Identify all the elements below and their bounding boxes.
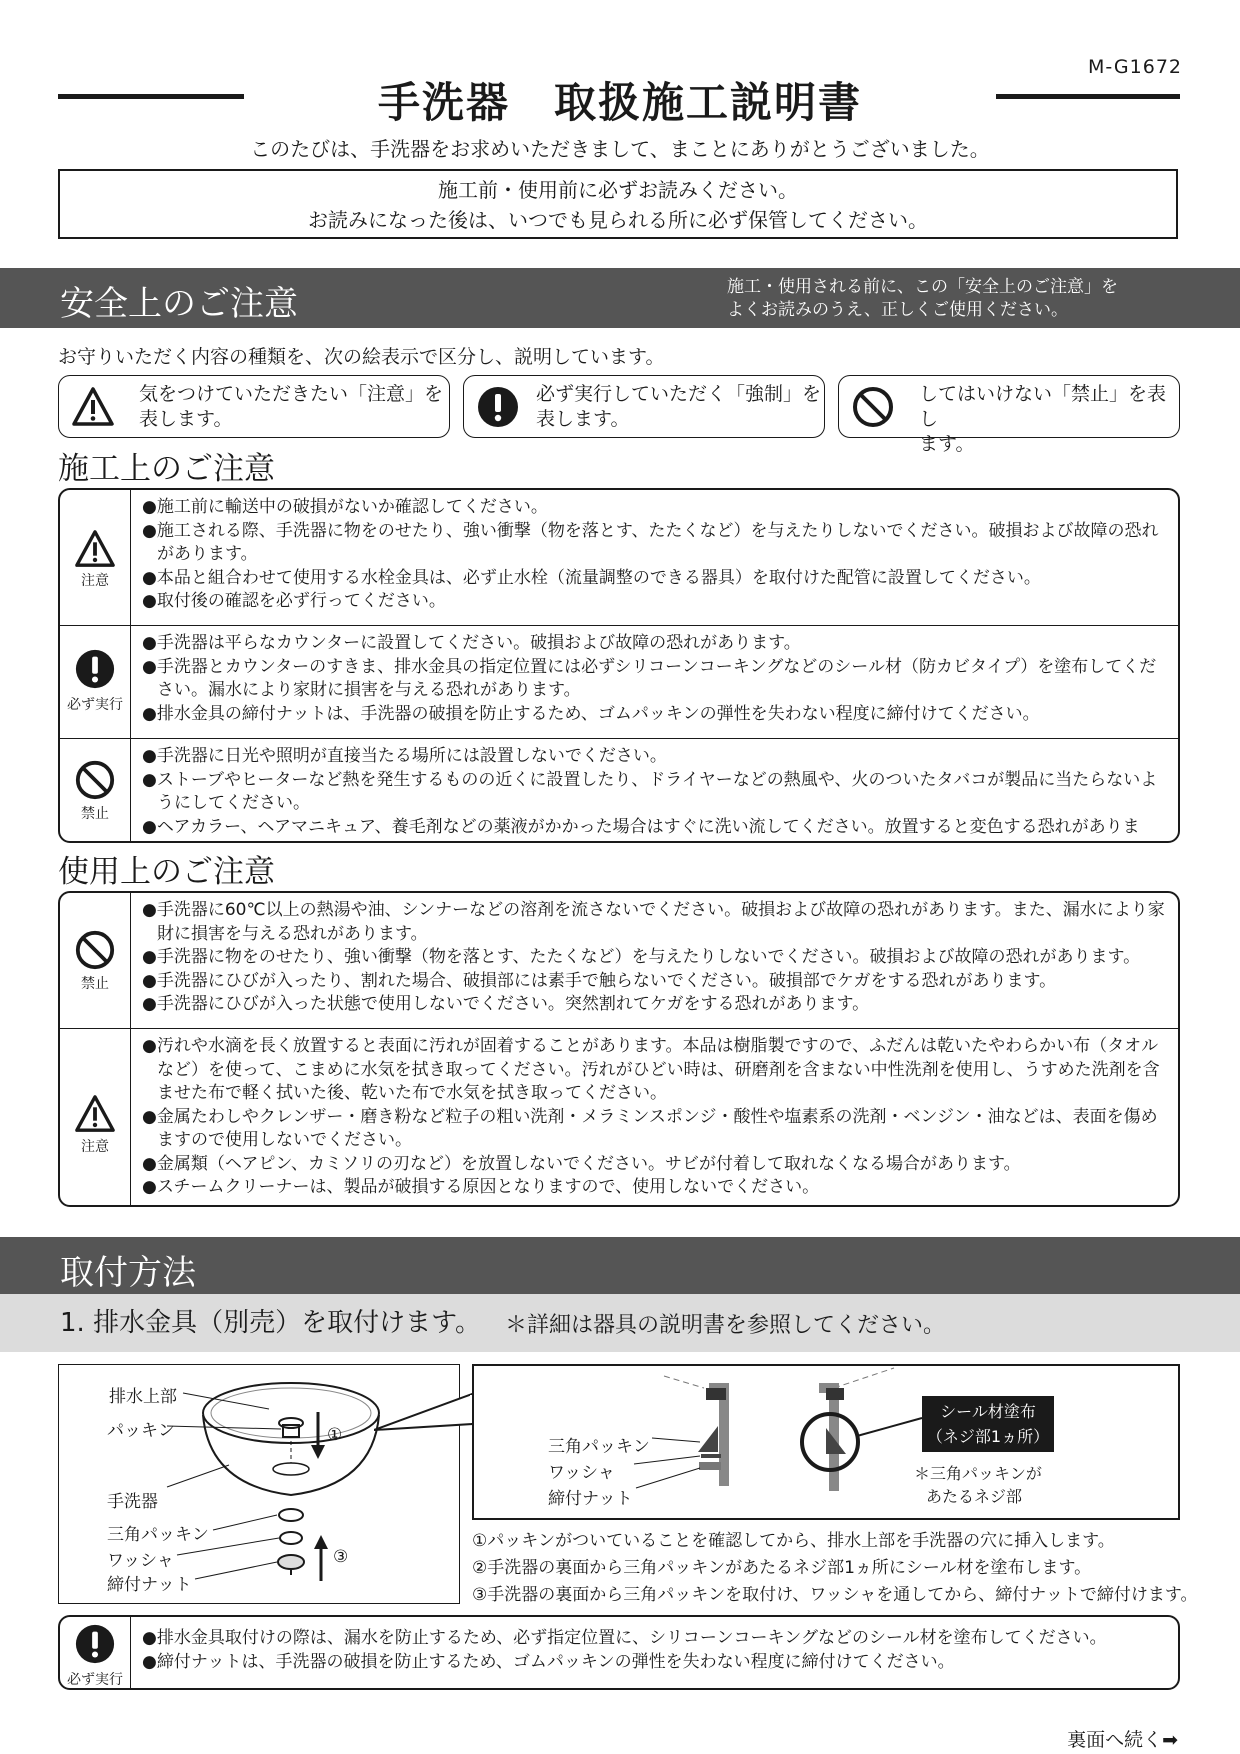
callout-pointer	[374, 1364, 474, 1464]
thanks-text: このたびは、手洗器をお求めいただきまして、まことにありがとうございました。	[250, 137, 990, 161]
list-item: ● 排水金具取付けの際は、漏水を防止するため、必ず指定位置に、シリコーンコーキングなどのシール材を塗布してください。	[142, 1627, 1168, 1651]
label-washer-detail: ワッシャ	[548, 1463, 615, 1483]
row-side	[60, 1029, 131, 1207]
install-row-mandatory	[60, 1617, 1178, 1690]
caution-triangle-icon	[74, 528, 116, 570]
mandatory-exclamation-icon	[476, 385, 520, 429]
continue-note	[1067, 1725, 1178, 1752]
caution-triangle-icon	[71, 385, 115, 429]
label-washer: ワッシャ	[107, 1551, 174, 1571]
legend-text	[139, 382, 443, 432]
notice-line: お読みになった後は、いつでも見られる所に必ず保管してください。	[308, 208, 928, 232]
row-label: 禁止	[81, 976, 109, 992]
mandatory-exclamation-icon	[74, 1623, 116, 1665]
construction-box	[58, 488, 1180, 843]
label-nut-detail: 締付ナット	[548, 1489, 633, 1509]
install-mandatory-box	[58, 1615, 1180, 1690]
step-1-note: ＊詳細は器具の説明書を参照してください。	[505, 1313, 946, 1338]
instruction-2: ②手洗器の裏面から三角パッキンがあたるネジ部1ヵ所にシール材を塗布します。	[472, 1558, 1092, 1578]
instruction-3: ③手洗器の裏面から三角パッキンを取付け、ワッシャを通してから、締付ナットで締付けます。	[472, 1585, 1198, 1605]
continue-text: 裏面へ続く	[1067, 1729, 1163, 1751]
arrow-mark-3: ③	[333, 1547, 349, 1567]
arrow-right-icon: ➡	[1162, 1729, 1178, 1751]
safety-note-line: 施工・使用される前に、この「安全上のご注意」を	[727, 277, 1118, 297]
row-side	[60, 626, 131, 739]
list-item: ● スチームクリーナーは、製品が破損する原因となりますので、使用しないでください。	[142, 1176, 1168, 1200]
notice-line: 施工前・使用前に必ずお読みください。	[438, 178, 798, 202]
list-item: ● 本品と組合わせて使用する水栓金具は、必ず止水栓（流量調整のできる器具）を取付けた配管に設置してください。	[142, 567, 1168, 591]
usage-box	[58, 891, 1180, 1207]
legend-text	[919, 382, 1179, 457]
legend-line: 表します。	[536, 408, 630, 430]
safety-heading: 安全上のご注意	[60, 284, 298, 324]
list-item: ● 金属たわしやクレンザー・磨き粉など粒子の粗い洗剤・メラミンスポンジ・酸性や塩素系の洗剤・ベンジン・油などは、表面を傷めますので使用しないでください。	[142, 1106, 1168, 1153]
safety-band	[0, 268, 1240, 328]
legend-line: ます。	[919, 433, 975, 455]
prohibited-circle-icon	[851, 385, 895, 429]
seal-note-line: ＊三角パッキンが	[914, 1464, 1042, 1483]
list-item: ● ヘアカラー、ヘアマニキュア、養毛剤などの薬液がかかった場合はすぐに洗い流してください。放置すると変色する恐れがありま	[142, 816, 1168, 844]
list-item: ● 施工前に輸送中の破損がないか確認してください。	[142, 496, 1168, 520]
row-label: 注意	[81, 573, 109, 589]
list-item: ● 手洗器に60℃以上の熱湯や油、シンナーなどの溶剤を流さないでください。破損および故障の恐れがあります。また、漏水により家財に損害を与える恐れがあります。	[142, 899, 1168, 946]
usage-heading: 使用上のご注意	[58, 854, 275, 890]
usage-row-prohibited	[60, 893, 1178, 1028]
row-side	[60, 739, 131, 843]
seal-callout-line: シール材塗布	[940, 1402, 1036, 1421]
seal-callout	[922, 1399, 1054, 1449]
legend-prohibited	[838, 375, 1180, 455]
legend-caution	[58, 375, 450, 438]
row-side	[60, 490, 131, 625]
row-body	[142, 632, 1168, 726]
legend-text	[536, 382, 821, 432]
usage-row-caution	[60, 1028, 1178, 1207]
seal-callout-line: （ネジ部1ヵ所）	[926, 1427, 1050, 1446]
list-item: ● 汚れや水滴を長く放置すると表面に汚れが固着することがあります。本品は樹脂製ですので、ふだんは乾いたやわらかい布（タオルなど）を使って、こまめに水気を拭き取ってください。汚れがひどい時は、研磨剤を含まない中性洗剤を使用し、うすめた洗剤を含ませた布で軽く拭いた後、乾いた布で水気を拭き取ってください。	[142, 1035, 1168, 1106]
construction-row-prohibited	[60, 738, 1178, 843]
section-detail-figure	[472, 1364, 1180, 1520]
label-basin: 手洗器	[107, 1492, 158, 1512]
instruction-1: ①パッキンがついていることを確認してから、排水上部を手洗器の穴に挿入します。	[472, 1531, 1115, 1551]
row-label: 必ず実行	[67, 697, 123, 713]
safety-note	[727, 276, 1118, 322]
label-packing: パッキン	[107, 1421, 175, 1441]
label-nut: 締付ナット	[107, 1575, 192, 1595]
install-band	[0, 1237, 1240, 1297]
row-label: 禁止	[81, 806, 109, 822]
arrow-mark-1: ①	[327, 1425, 343, 1445]
construction-row-caution	[60, 490, 1178, 625]
list-item: ● 金属類（ヘアピン、カミソリの刃など）を放置しないでください。サビが付着して取れなくなる場合があります。	[142, 1153, 1168, 1177]
row-label: 注意	[81, 1139, 109, 1155]
legend-mandatory	[463, 375, 825, 438]
row-side	[60, 893, 131, 1028]
row-body	[142, 745, 1168, 843]
list-item: ● 手洗器に日光や照明が直接当たる場所には設置しないでください。	[142, 745, 1168, 769]
prohibited-circle-icon	[74, 759, 116, 801]
mandatory-exclamation-icon	[74, 648, 116, 690]
list-item: ● 排水金具の締付ナットは、手洗器の破損を防止するため、ゴムパッキンの弾性を失わない程度に締付けてください。	[142, 703, 1168, 727]
list-item: ● 手洗器にひびが入った状態で使用しないでください。突然割れてケガをする恐れがあります。	[142, 993, 1168, 1017]
legend-line: 表します。	[139, 408, 233, 430]
seal-note-line: あたるネジ部	[926, 1487, 1023, 1506]
legend-line: してはいけない「禁止」を表し	[919, 383, 1167, 430]
row-body	[142, 899, 1168, 1017]
list-item: ● 手洗器に物をのせたり、強い衝撃（物を落とす、たたくなど）を与えたりしないでください。破損および故障の恐れがあります。	[142, 946, 1168, 970]
document-code: M-G1672	[1087, 56, 1182, 78]
label-triangle-packing-detail: 三角パッキン	[548, 1437, 650, 1457]
row-body	[142, 496, 1168, 614]
list-item: ● 手洗器にひびが入ったり、割れた場合、破損部には素手で触らないでください。破損部でケガをする恐れがあります。	[142, 970, 1168, 994]
construction-row-mandatory	[60, 625, 1178, 739]
list-item: ● ストーブやヒーターなど熱を発生するものの近くに設置したり、ドライヤーなどの熱風や、火のついたタバコが製品に当たらないようにしてください。	[142, 769, 1168, 816]
prohibited-circle-icon	[74, 929, 116, 971]
legend-intro: お守りいただく内容の種類を、次の絵表示で区分し、説明しています。	[58, 346, 665, 368]
row-label: 必ず実行	[67, 1672, 123, 1688]
caution-triangle-icon	[74, 1093, 116, 1135]
row-body	[142, 1035, 1168, 1200]
list-item: ● 取付後の確認を必ず行ってください。	[142, 590, 1168, 614]
label-triangle-packing: 三角パッキン	[107, 1525, 209, 1545]
construction-heading: 施工上のご注意	[58, 451, 275, 487]
document-title: 手洗器 取扱施工説明書	[377, 78, 862, 127]
safety-note-line: よくお読みのうえ、正しくご使用ください。	[727, 300, 1069, 320]
label-drain-top: 排水上部	[109, 1387, 177, 1407]
step-1-title: 1. 排水金具（別売）を取付けます。	[60, 1308, 481, 1338]
legend-line: 必ず実行していただく「強制」を	[536, 383, 822, 405]
list-item: ● 手洗器とカウンターのすきま、排水金具の指定位置には必ずシリコーンコーキングなどのシール材（防カビタイプ）を塗布してください。漏水により家財に損害を与える恐れがあります。	[142, 656, 1168, 703]
legend-line: 気をつけていただきたい「注意」を	[139, 383, 444, 405]
list-item: ● 施工される際、手洗器に物をのせたり、強い衝撃（物を落とす、たたくなど）を与えたりしないでください。破損および故障の恐れがあります。	[142, 520, 1168, 567]
list-item: ● 締付ナットは、手洗器の破損を防止するため、ゴムパッキンの弾性を失わない程度に締付けてください。	[142, 1651, 1168, 1675]
read-notice-box	[58, 169, 1178, 239]
list-item: ● 手洗器は平らなカウンターに設置してください。破損および故障の恐れがあります。	[142, 632, 1168, 656]
install-heading: 取付方法	[60, 1253, 196, 1293]
row-side	[60, 1617, 131, 1690]
seal-note	[914, 1462, 1042, 1508]
row-body	[142, 1627, 1168, 1674]
